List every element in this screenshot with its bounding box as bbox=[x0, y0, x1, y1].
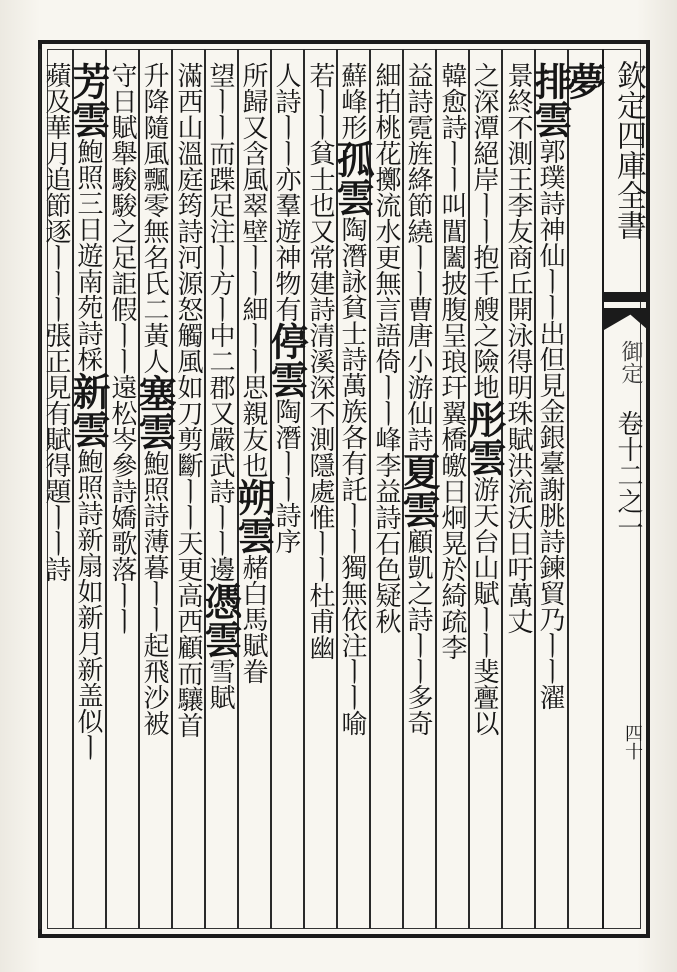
text-column bbox=[132, 62, 177, 922]
text-column bbox=[304, 62, 335, 922]
entry-heading: 彤雲 bbox=[462, 400, 507, 476]
text-column bbox=[66, 62, 111, 922]
entry-heading: 芳雲 bbox=[66, 62, 111, 138]
entry-text: 西顧而驤首 bbox=[173, 608, 203, 738]
text-column bbox=[231, 62, 276, 922]
entry-text: 陶潛詠貧士詩萬族各有託ㅣㅣ獨無依注ㅣㅣ喻 bbox=[337, 216, 367, 736]
entry-heading: 停雲 bbox=[264, 322, 309, 398]
entry-text: 鮑照三日遊南苑詩棌 bbox=[73, 138, 103, 372]
volume-label: 卷十二之一 bbox=[613, 410, 643, 540]
entry-text: ㅣㅣ思親友也 bbox=[238, 322, 268, 478]
entry-text: 蘋及華月追節逐ㅣㅣ bbox=[41, 62, 71, 296]
entry-text: 人詩ㅣㅣ亦羣遊神物有 bbox=[271, 62, 301, 322]
book-title: 欽定四庫全書 bbox=[611, 60, 646, 240]
entry-heading: 朔雲 bbox=[231, 478, 276, 554]
entry-heading: 塞雲 bbox=[132, 374, 177, 450]
entry-text: 韓愈詩ㅣㅣ叫閶闔披腹呈琅玕 bbox=[437, 62, 467, 400]
text-column bbox=[462, 62, 507, 922]
banner-subtitle: 御定 bbox=[618, 340, 643, 384]
entry-text: 細拍桃花擲流水更無言語倚ㅣㅣ bbox=[371, 62, 401, 426]
entry-text: 雪賦 bbox=[205, 658, 235, 710]
entry-heading: 夢 bbox=[561, 62, 606, 100]
entry-text: 望ㅣㅣ而蹀足注ㅣ方ㅣ中二郡又嚴武詩ㅣㅣ邊 bbox=[205, 62, 235, 582]
entry-heading: 夏雲 bbox=[396, 452, 441, 528]
entry-text: 滿西山溫庭筠詩河源怒觸風如刀剪斷ㅣㅣ天更高 bbox=[173, 62, 203, 608]
entry-text: 鮑照詩薄暮ㅣㅣ起飛沙被 bbox=[139, 450, 169, 736]
entry-text: 守日賦舉駿駿之足詎假ㅣㅣ遠松岑參詩嬌歌落ㅣㅣ bbox=[107, 62, 137, 634]
entry-text: 若ㅣㅣ貧士也又常建詩清溪深不測隱處惟ㅣㅣ杜甫幽 bbox=[305, 62, 335, 660]
fishtail-mark-top bbox=[604, 292, 648, 302]
entry-text: 之深潭絕岸ㅣㅣ抱千艘之險地 bbox=[469, 62, 499, 400]
text-column bbox=[40, 62, 71, 922]
text-column bbox=[528, 62, 573, 922]
entry-heading: 孤雲 bbox=[330, 140, 375, 216]
entry-text: 游天台山賦ㅣㅣ斐亹以 bbox=[469, 476, 499, 736]
folio-number: 四十 bbox=[622, 724, 643, 760]
entry-text: 景終不測王李友商丘開泳得明珠賦洪流沃日吁萬丈 bbox=[503, 62, 533, 634]
entry-text: 陶潛ㅣㅣ詩序 bbox=[271, 398, 301, 554]
text-column bbox=[172, 62, 203, 922]
entry-text: 蘚峰形 bbox=[337, 62, 367, 140]
entry-text: 所歸又含風翠壁ㅣㅣ細 bbox=[238, 62, 268, 322]
text-column bbox=[561, 62, 606, 922]
entry-text: 鮑照詩新扇如新月新盖似ㅣ bbox=[73, 448, 103, 760]
entry-text: 峰李益詩石色疑秋 bbox=[371, 426, 401, 634]
text-column bbox=[330, 62, 375, 922]
entry-text: 赭白馬賦眷 bbox=[238, 554, 268, 684]
entry-text: 益詩霓旌絳節繞ㅣㅣ曹唐小游仙詩 bbox=[403, 62, 433, 452]
entry-text: ㅣ張正見有賦得題ㅣㅣ詩 bbox=[41, 296, 71, 582]
entry-heading: 憑雲 bbox=[198, 582, 243, 658]
entry-text: 翼橋皦日炯晃於綺疏李 bbox=[437, 400, 467, 660]
entry-text: 郭璞詩神仙ㅣㅣ出但見金銀臺謝朓詩鍊貿乃ㅣㅣ濯 bbox=[535, 138, 565, 710]
entry-text: 升降隨風飄零無名氏二黃人 bbox=[139, 62, 169, 374]
entry-heading: 新雲 bbox=[66, 372, 111, 448]
text-column bbox=[198, 62, 243, 922]
entry-text: 顧凱之詩ㅣㅣ多奇 bbox=[403, 528, 433, 736]
entry-heading: 排雲 bbox=[528, 62, 573, 138]
text-column bbox=[106, 62, 137, 922]
text-column bbox=[502, 62, 533, 922]
text-column bbox=[396, 62, 441, 922]
